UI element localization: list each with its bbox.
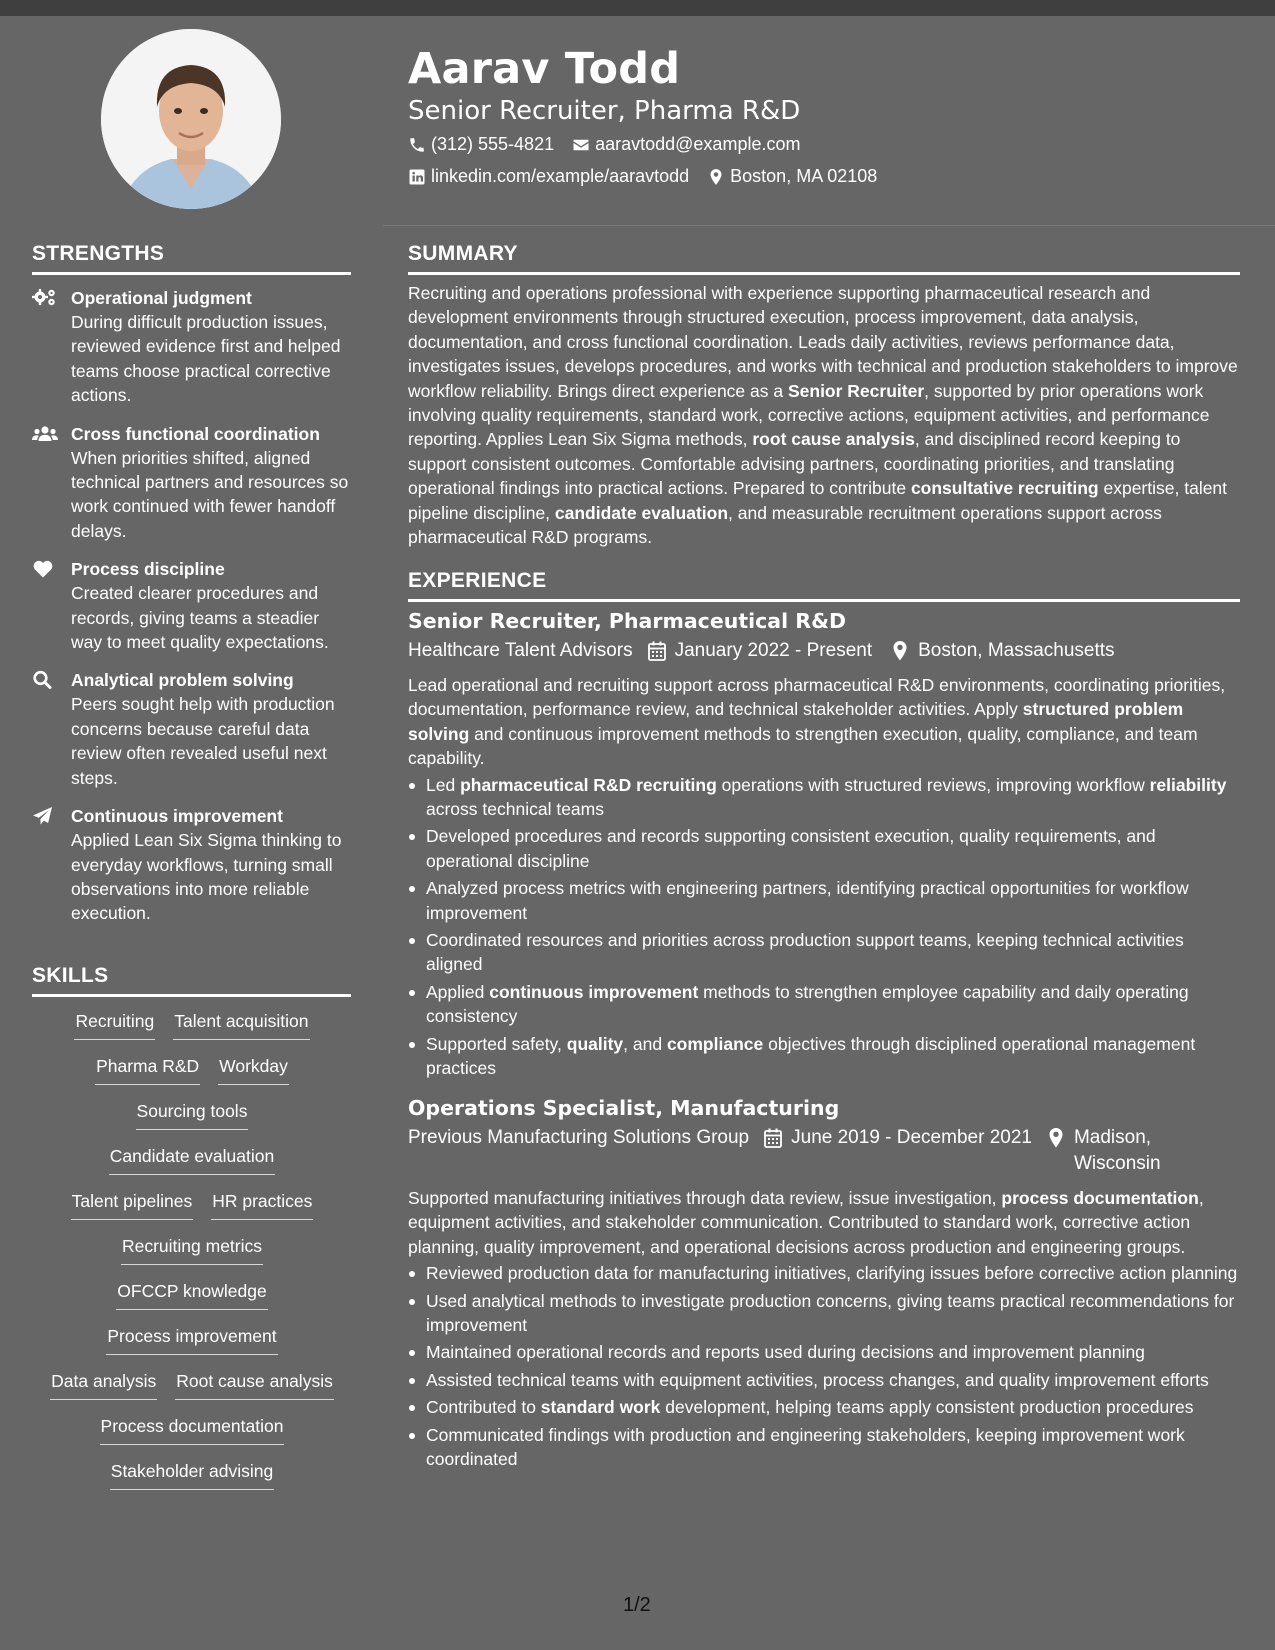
map-pin-icon: [1046, 1127, 1066, 1149]
experience-heading: EXPERIENCE: [408, 569, 547, 592]
skill-tag: OFCCP knowledge: [116, 1280, 267, 1310]
job-location: Madison, Wisconsin: [1073, 1127, 1161, 1174]
skill-row: [32, 1100, 352, 1145]
strength-item: [32, 804, 352, 926]
strength-item: [32, 422, 352, 544]
skill-row: [32, 1145, 352, 1190]
strength-title: Continuous improvement: [71, 806, 283, 827]
skill-row: [32, 1235, 352, 1280]
strengths-rule: [32, 272, 351, 275]
skill-row: [32, 1055, 352, 1100]
job-bullet: Contributed to standard work development, helping teams apply consistent production procedures: [408, 1395, 1240, 1419]
summary-rule: [408, 272, 1240, 275]
skill-tag: Root cause analysis: [175, 1370, 334, 1400]
strength-description: Peers sought help with production concerns because careful data review often revealed useful next steps.: [71, 694, 335, 788]
skill-tag: Recruiting metrics: [121, 1235, 263, 1265]
job-bullets: [408, 1261, 1240, 1471]
job-bullet: Assisted technical teams with equipment activities, process changes, and quality improvement efforts: [408, 1368, 1240, 1392]
header-divider: [383, 225, 1275, 226]
job-description: Lead operational and recruiting support across pharmaceutical R&D environments, coordinating priorities, documentation, performance review, and technical stakeholder activities. Apply structured problem solving and continuous improvement methods to strengthen execution, quality, compliance, and team capability.: [408, 675, 1226, 769]
top-bar: [0, 0, 1275, 16]
summary-text: Recruiting and operations professional with experience supporting pharmaceutical research and development environments through structured execution, process improvement, data analysis, documentation, and cross functional coordination. Leads daily activities, reviews performance data, investigates issues, develops procedures, and works with technical and production stakeholders to improve workflow reliability. Brings direct experience as a Senior Recruiter, supported by prior operations work involving quality requirements, standard work, corrective actions, equipment activities, and performance reporting. Applies Lean Six Sigma methods, root cause analysis, and disciplined record keeping to support consistent outcomes. Comfortable advising partners, coordinating priorities, and translating operational findings into practical actions. Prepared to contribute consultative recruiting expertise, talent pipeline discipline, candidate evaluation, and measurable recruitment operations support across pharmaceutical R&D programs.: [408, 283, 1238, 548]
skill-row: [32, 1190, 352, 1235]
job-bullet: Communicated findings with production and engineering stakeholders, keeping improvement work coordinated: [408, 1423, 1240, 1472]
job-bullet: Used analytical methods to investigate production concerns, giving teams practical recommendations for improvement: [408, 1289, 1240, 1338]
heart-icon: [32, 559, 58, 579]
job-bullet: Coordinated resources and priorities across production support teams, keeping technical activities aligned: [408, 928, 1240, 977]
skill-tag: Sourcing tools: [136, 1100, 249, 1130]
skill-row: [32, 1010, 352, 1055]
strength-item: [32, 668, 352, 790]
skills-heading: SKILLS: [32, 964, 109, 987]
strength-item: [32, 286, 352, 408]
job-bullet: Developed procedures and records supporting consistent execution, quality requirements, and operational discipline: [408, 824, 1240, 873]
contact-row-2: [408, 166, 877, 187]
job-entry: [408, 609, 1240, 1084]
email-contact[interactable]: [572, 134, 800, 155]
job-title: Operations Specialist, Manufacturing: [408, 1096, 840, 1120]
location-text: Boston, MA 02108: [730, 166, 878, 186]
skill-row: [32, 1460, 352, 1505]
experience-rule: [408, 599, 1240, 602]
envelope-icon: [572, 136, 590, 154]
candidate-headline: Senior Recruiter, Pharma R&D: [408, 96, 801, 126]
summary-heading: SUMMARY: [408, 242, 518, 265]
search-icon: [32, 670, 58, 690]
strength-description: When priorities shifted, aligned technical partners and resources so work continued with fewer handoff delays.: [71, 447, 349, 541]
users-icon: [32, 424, 58, 444]
strength-item: [32, 557, 352, 654]
job-bullet: Analyzed process metrics with engineering partners, identifying practical opportunities for workflow improvement: [408, 876, 1240, 925]
skill-tag: Process documentation: [100, 1415, 285, 1445]
candidate-name: Aarav Todd: [408, 44, 681, 94]
skill-tag: Candidate evaluation: [109, 1145, 275, 1175]
skill-tag: HR practices: [211, 1190, 313, 1220]
skill-tag: Stakeholder advising: [110, 1460, 274, 1490]
skill-row: [32, 1325, 352, 1370]
job-description: Supported manufacturing initiatives through data review, issue investigation, process documentation, equipment activities, and stakeholder communication. Contributed to standard work, corrective action planning, quality improvement, and operational decisions across production and engineering groups.: [408, 1188, 1204, 1257]
job-meta: [408, 638, 1240, 664]
paper-plane-icon: [32, 806, 58, 826]
skill-tag: Workday: [218, 1055, 289, 1085]
job-company: Healthcare Talent Advisors: [408, 640, 633, 661]
job-bullet: Led pharmaceutical R&D recruiting operations with structured reviews, improving workflow reliability across technical teams: [408, 773, 1240, 822]
skill-tag: Process improvement: [106, 1325, 277, 1355]
skill-tag: Recruiting: [74, 1010, 155, 1040]
strength-title: Analytical problem solving: [71, 670, 294, 691]
skill-tag: Talent acquisition: [173, 1010, 309, 1040]
linkedin-contact[interactable]: [408, 166, 689, 187]
job-bullet: Maintained operational records and reports used during decisions and improvement planning: [408, 1340, 1240, 1364]
skill-tag: Talent pipelines: [71, 1190, 194, 1220]
gears-icon: [32, 288, 58, 308]
skill-tag: Data analysis: [50, 1370, 157, 1400]
job-meta: [408, 1125, 1240, 1177]
job-bullet: Reviewed production data for manufacturing initiatives, clarifying issues before corrective action planning: [408, 1261, 1240, 1285]
phone-contact: [408, 134, 554, 155]
job-title: Senior Recruiter, Pharmaceutical R&D: [408, 609, 846, 633]
calendar-icon: [763, 1127, 783, 1149]
strength-title: Operational judgment: [71, 288, 252, 308]
calendar-icon: [647, 640, 667, 662]
job-dates: January 2022 - Present: [674, 640, 873, 661]
strength-description: Created clearer procedures and records, giving teams a steadier way to meet quality expectations.: [71, 583, 329, 653]
job-company: Previous Manufacturing Solutions Group: [408, 1127, 750, 1148]
skills-rule: [32, 994, 351, 997]
strengths-list: [32, 286, 352, 940]
page-number: 1/2: [623, 1594, 651, 1616]
skill-row: [32, 1415, 352, 1460]
skill-row: [32, 1280, 352, 1325]
strength-description: Applied Lean Six Sigma thinking to everyday workflows, turning small observations into more reliable execution.: [71, 830, 342, 924]
job-bullet: Applied continuous improvement methods to strengthen employee capability and daily operating consistency: [408, 980, 1240, 1029]
skill-row: [32, 1370, 352, 1415]
skills-list: [32, 1010, 352, 1505]
avatar: [101, 29, 281, 209]
job-bullet: Supported safety, quality, and compliance objectives through disciplined operational management practices: [408, 1032, 1240, 1081]
strength-description: During difficult production issues, reviewed evidence first and helped teams choose practical corrective actions.: [71, 312, 341, 406]
phone-text: (312) 555-4821: [431, 134, 555, 154]
job-bullets: [408, 773, 1240, 1081]
linkedin-text[interactable]: linkedin.com/example/aaravtodd: [431, 166, 690, 186]
contact-row-1: [408, 134, 800, 155]
strength-title: Cross functional coordination: [71, 423, 320, 444]
job-dates: June 2019 - December 2021: [791, 1127, 1032, 1148]
map-pin-icon: [707, 168, 725, 186]
job-entry: [408, 1096, 1240, 1474]
map-pin-icon: [890, 640, 910, 662]
job-location: Boston, Massachusetts: [918, 640, 1115, 661]
location-contact: [707, 166, 877, 187]
email-text[interactable]: aaravtodd@example.com: [595, 134, 801, 154]
phone-icon: [408, 136, 426, 154]
strengths-heading: STRENGTHS: [32, 242, 165, 265]
skill-tag: Pharma R&D: [95, 1055, 200, 1085]
linkedin-icon: [408, 168, 426, 186]
strength-title: Process discipline: [71, 559, 225, 580]
